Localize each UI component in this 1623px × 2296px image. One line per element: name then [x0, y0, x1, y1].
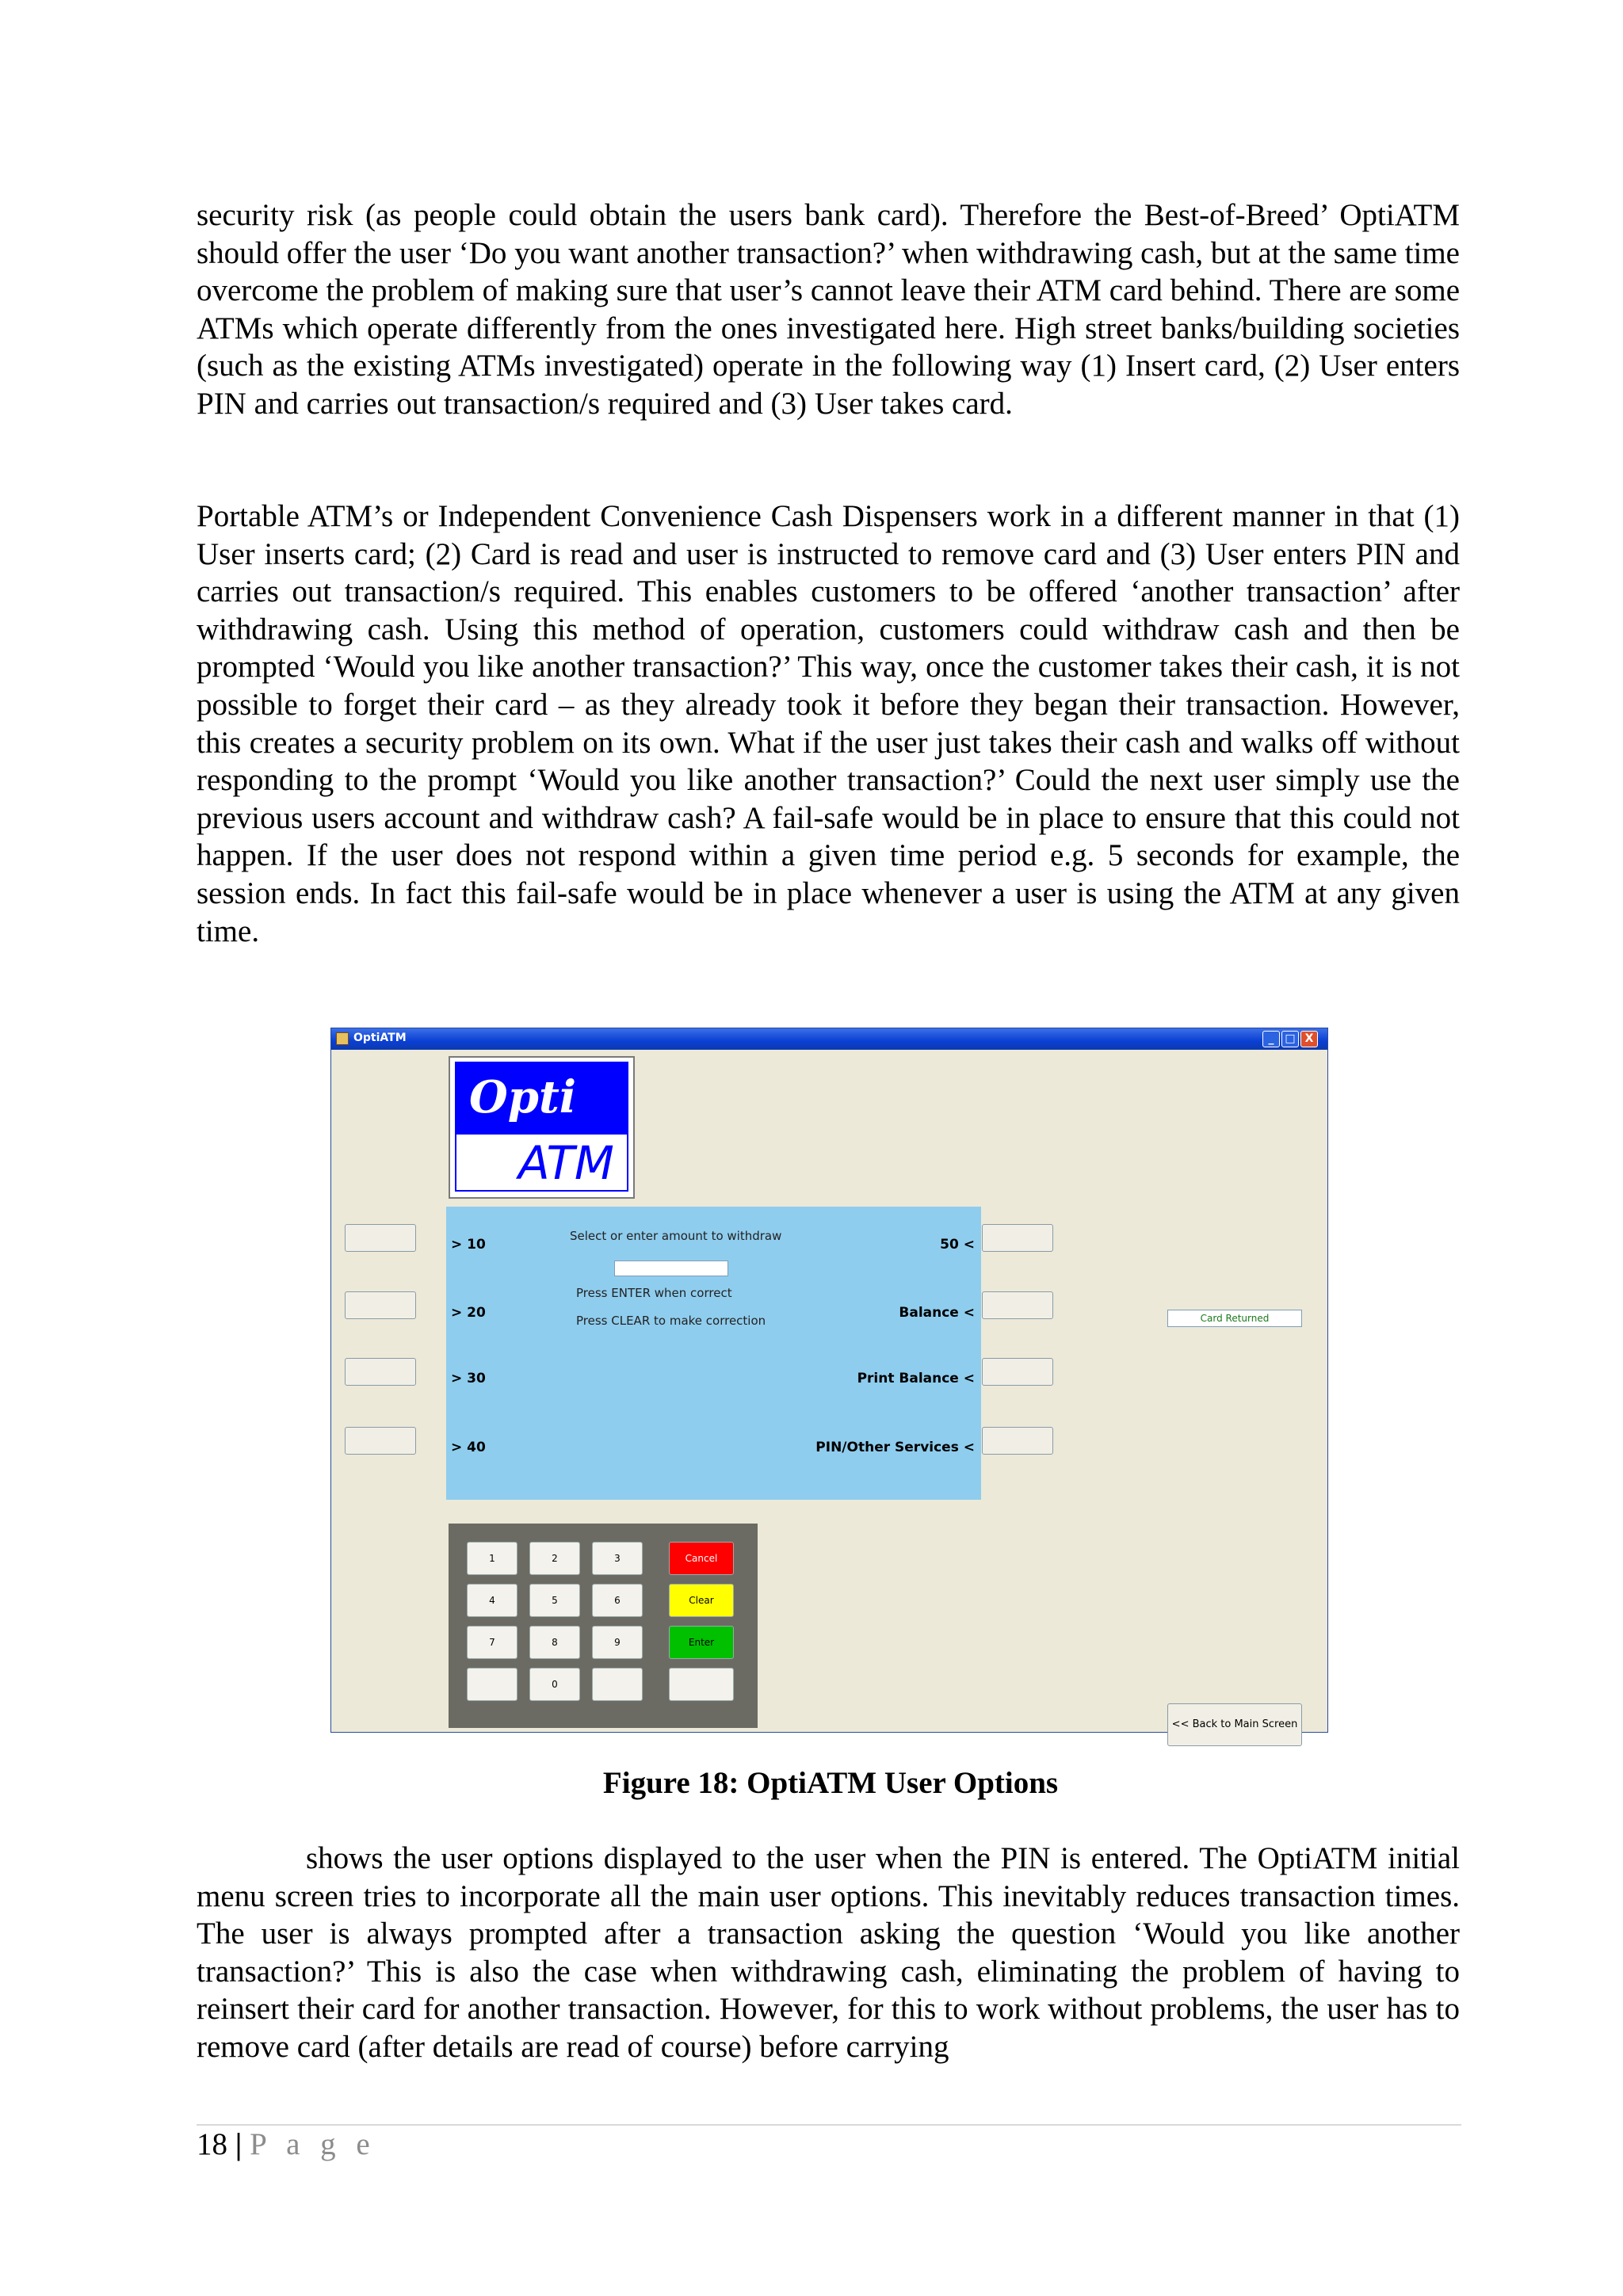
body-paragraph-3: shows the user options displayed to the user when the PIN is entered. The OptiATM initial menu screen tries to incorporate all the main user options. This inevitably reduces transaction times. The user is always prompted after a transaction asking the question ‘Would you like another transaction?’ This is also the case when withdrawing cash, eliminating the problem of having to reinsert their card for another transaction. However, for this to work without problems, the user has to remove card (after details are read of course) before carrying	[197, 1841, 1460, 2064]
option-balance: Balance <	[899, 1305, 975, 1321]
optiatm-logo	[449, 1056, 635, 1199]
body-paragraph-1: security risk (as people could obtain the users bank card). Therefore the Best-of-Breed’ OptiATM should offer the user ‘Do you want another transaction?’ when withdrawing cash, but at the same time overcome the problem of making sure that user’s cannot leave their ATM card behind. There are some ATMs which operate differently from the ones investigated here. High street banks/building societies (such as the existing ATMs investigated) operate in the following way (1) Insert card, (2) User enters PIN and carries out transaction/s required and (3) User takes card.	[197, 198, 1460, 421]
maximize-button[interactable]: □	[1281, 1031, 1299, 1047]
atm-screen	[446, 1207, 981, 1500]
key-9[interactable]: 9	[592, 1626, 643, 1659]
key-6[interactable]: 6	[592, 1584, 643, 1617]
key-8[interactable]: 8	[529, 1626, 580, 1659]
optiatm-window-screenshot	[330, 1028, 1328, 1733]
amount-input[interactable]	[614, 1261, 728, 1276]
right-option-button-2[interactable]	[982, 1291, 1053, 1319]
key-3[interactable]: 3	[592, 1542, 643, 1575]
figure-caption: Figure 18: OptiATM User Options	[602, 1766, 1059, 1800]
cancel-button[interactable]: Cancel	[669, 1542, 734, 1575]
left-option-button-3[interactable]	[345, 1358, 416, 1386]
option-10: > 10	[451, 1237, 486, 1253]
close-button[interactable]: X	[1300, 1031, 1318, 1047]
enter-button[interactable]: Enter	[669, 1626, 734, 1659]
left-option-button-4[interactable]	[345, 1427, 416, 1455]
footer-separator: |	[235, 2127, 242, 2161]
option-50: 50 <	[940, 1237, 975, 1253]
right-option-button-3[interactable]	[982, 1358, 1053, 1386]
logo-opti-text: Opti	[469, 1071, 577, 1123]
key-2[interactable]: 2	[529, 1542, 580, 1575]
back-to-main-screen-button[interactable]: << Back to Main Screen	[1167, 1703, 1302, 1746]
key-7[interactable]: 7	[467, 1626, 517, 1659]
app-icon	[336, 1032, 349, 1045]
keypad	[449, 1524, 758, 1728]
key-4[interactable]: 4	[467, 1584, 517, 1617]
instruction-select: Select or enter amount to withdraw	[570, 1229, 782, 1243]
logo-atm-text: ATM	[518, 1136, 614, 1190]
window-title: OptiATM	[353, 1032, 407, 1044]
key-blank-left[interactable]	[467, 1668, 517, 1701]
left-option-button-1[interactable]	[345, 1224, 416, 1252]
body-paragraph-2: Portable ATM’s or Independent Convenience Cash Dispensers work in a different manner in that (1) User inserts card; (2) Card is read and user is instructed to remove card and (3) User enters PIN and carries out transaction/s required. This enables customers to be offered ‘another transaction’ after withdrawing cash. Using this method of operation, customers could withdraw cash and then be prompted ‘Would you like another transaction?’ This way, once the customer takes their cash, it is not possible to forget their card – as they already took it before they began their transaction. However, this creates a security problem on its own. What if the user just takes their cash and walks off without responding to the prompt ‘Would you like another transaction?’ Could the next user simply use the previous users account and withdraw cash? A fail-safe would be in place to ensure that this could not happen. If the user does not respond within a given time period e.g. 5 seconds for example, the session ends. In fact this fail-safe would be in place whenever a user is using the ATM at any given time.	[197, 499, 1460, 948]
instruction-clear: Press CLEAR to make correction	[576, 1314, 766, 1328]
right-option-button-4[interactable]	[982, 1427, 1053, 1455]
option-20: > 20	[451, 1305, 486, 1321]
page-footer	[197, 2126, 376, 2162]
card-status-field: Card Returned	[1167, 1310, 1302, 1327]
key-1[interactable]: 1	[467, 1542, 517, 1575]
option-30: > 30	[451, 1371, 486, 1386]
instruction-enter: Press ENTER when correct	[576, 1286, 732, 1300]
footer-rule	[197, 2124, 1461, 2126]
minimize-button[interactable]: _	[1262, 1031, 1280, 1047]
option-print-balance: Print Balance <	[857, 1371, 975, 1386]
page-word: P a g e	[250, 2127, 376, 2161]
option-pin-other-services: PIN/Other Services <	[815, 1440, 975, 1455]
page-number: 18	[197, 2127, 227, 2161]
key-5[interactable]: 5	[529, 1584, 580, 1617]
key-0[interactable]: 0	[529, 1668, 580, 1701]
key-blank-right[interactable]	[592, 1668, 643, 1701]
clear-button[interactable]: Clear	[669, 1584, 734, 1617]
option-40: > 40	[451, 1440, 486, 1455]
left-option-button-2[interactable]	[345, 1291, 416, 1319]
right-option-button-1[interactable]	[982, 1224, 1053, 1252]
window-title-bar	[331, 1028, 1327, 1050]
key-blank-function[interactable]	[669, 1668, 734, 1701]
